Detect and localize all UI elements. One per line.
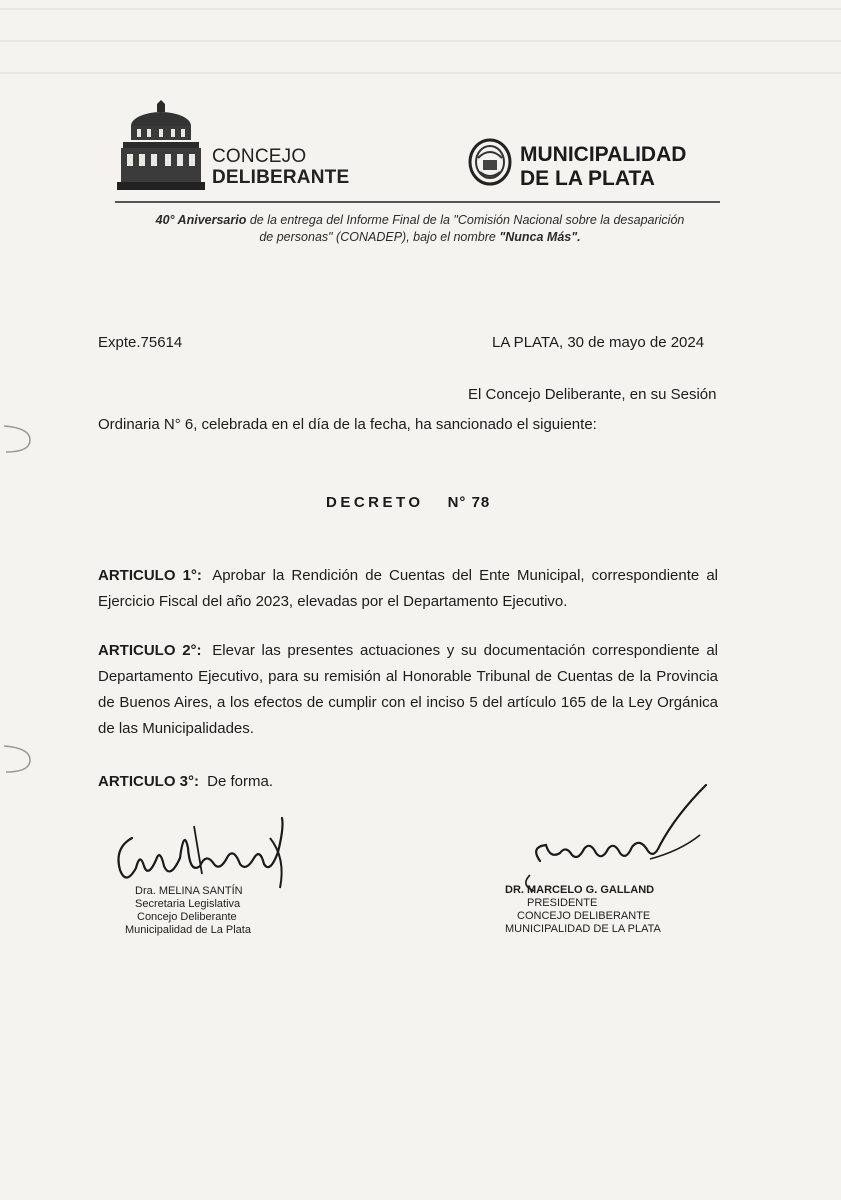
intro-line-1: El Concejo Deliberante, en su Sesión [468, 386, 717, 403]
concejo-building-icon [117, 100, 205, 192]
president-signature-icon [500, 775, 730, 895]
concejo-line: CONCEJO [212, 146, 307, 167]
article-3-label: ARTICULO 3°: [98, 773, 199, 790]
article-2 [98, 638, 718, 742]
president-body: CONCEJO DELIBERANTE [517, 910, 651, 922]
anniversary-text-1: de la entrega del Informe Final de la "Comisión Nacional sobre la desaparición [246, 213, 685, 227]
margin-mark-icon [0, 738, 34, 778]
scan-artifact [0, 8, 841, 10]
margin-mark-icon [0, 418, 34, 458]
article-1-text: Aprobar la Rendición de Cuentas del Ente Municipal, correspondiente al Ejercicio Fiscal del año 2023, elevadas por el Departamento Ejecutivo. [98, 567, 718, 610]
letterhead-divider [115, 201, 720, 203]
nunca-mas: "Nunca Más". [499, 230, 581, 244]
scan-artifact [0, 40, 841, 42]
municipalidad-line: MUNICIPALIDAD [520, 143, 687, 166]
secretary-role: Secretaria Legislativa [135, 898, 241, 910]
article-2-label: ARTICULO 2°: [98, 642, 202, 659]
secretary-name: Dra. MELINA SANTÍN [135, 885, 243, 897]
anniversary-label: 40° Aniversario [155, 213, 247, 227]
concejo-deliberante-logotype [212, 146, 349, 188]
de-la-plata-line: DE LA PLATA [520, 167, 655, 190]
secretary-body: Concejo Deliberante [137, 911, 237, 923]
article-3-text: De forma. [207, 773, 274, 790]
president-signature-block [505, 884, 661, 936]
article-1-label: ARTICULO 1°: [98, 567, 202, 584]
article-1 [98, 563, 718, 615]
decree-title: DECRETO [326, 494, 424, 511]
anniversary-text-2: de personas" (CONADEP), bajo el nombre [259, 230, 500, 244]
decree-number: N° 78 [447, 494, 491, 511]
secretary-signature-block [125, 885, 251, 937]
secretary-municipality: Municipalidad de La Plata [125, 924, 251, 936]
deliberante-line: DELIBERANTE [212, 167, 350, 188]
scan-artifact [0, 72, 841, 74]
anniversary-legend [110, 212, 730, 246]
municipalidad-logotype [520, 143, 686, 191]
article-2-text: Elevar las presentes actuaciones y su documentación correspondiente al Departamento Ejecutivo, para su remisión al Honorable Tribunal de Cuentas de la Provincia de Buenos Aires, a los efectos de cumplir con el inciso 5 del artículo 165 de la Ley Orgánica de las Municipalidades. [98, 642, 719, 737]
decree-heading [326, 494, 490, 511]
document-date: LA PLATA, 30 de mayo de 2024 [492, 334, 705, 351]
expediente-number: Expte.75614 [98, 334, 183, 351]
president-name: DR. MARCELO G. GALLAND [505, 884, 655, 896]
intro-line-2: Ordinaria N° 6, celebrada en el día de la fecha, ha sancionado el siguiente: [98, 416, 597, 433]
municipal-seal-icon [468, 138, 512, 186]
president-municipality: MUNICIPALIDAD DE LA PLATA [505, 923, 661, 935]
president-role: PRESIDENTE [527, 897, 598, 909]
